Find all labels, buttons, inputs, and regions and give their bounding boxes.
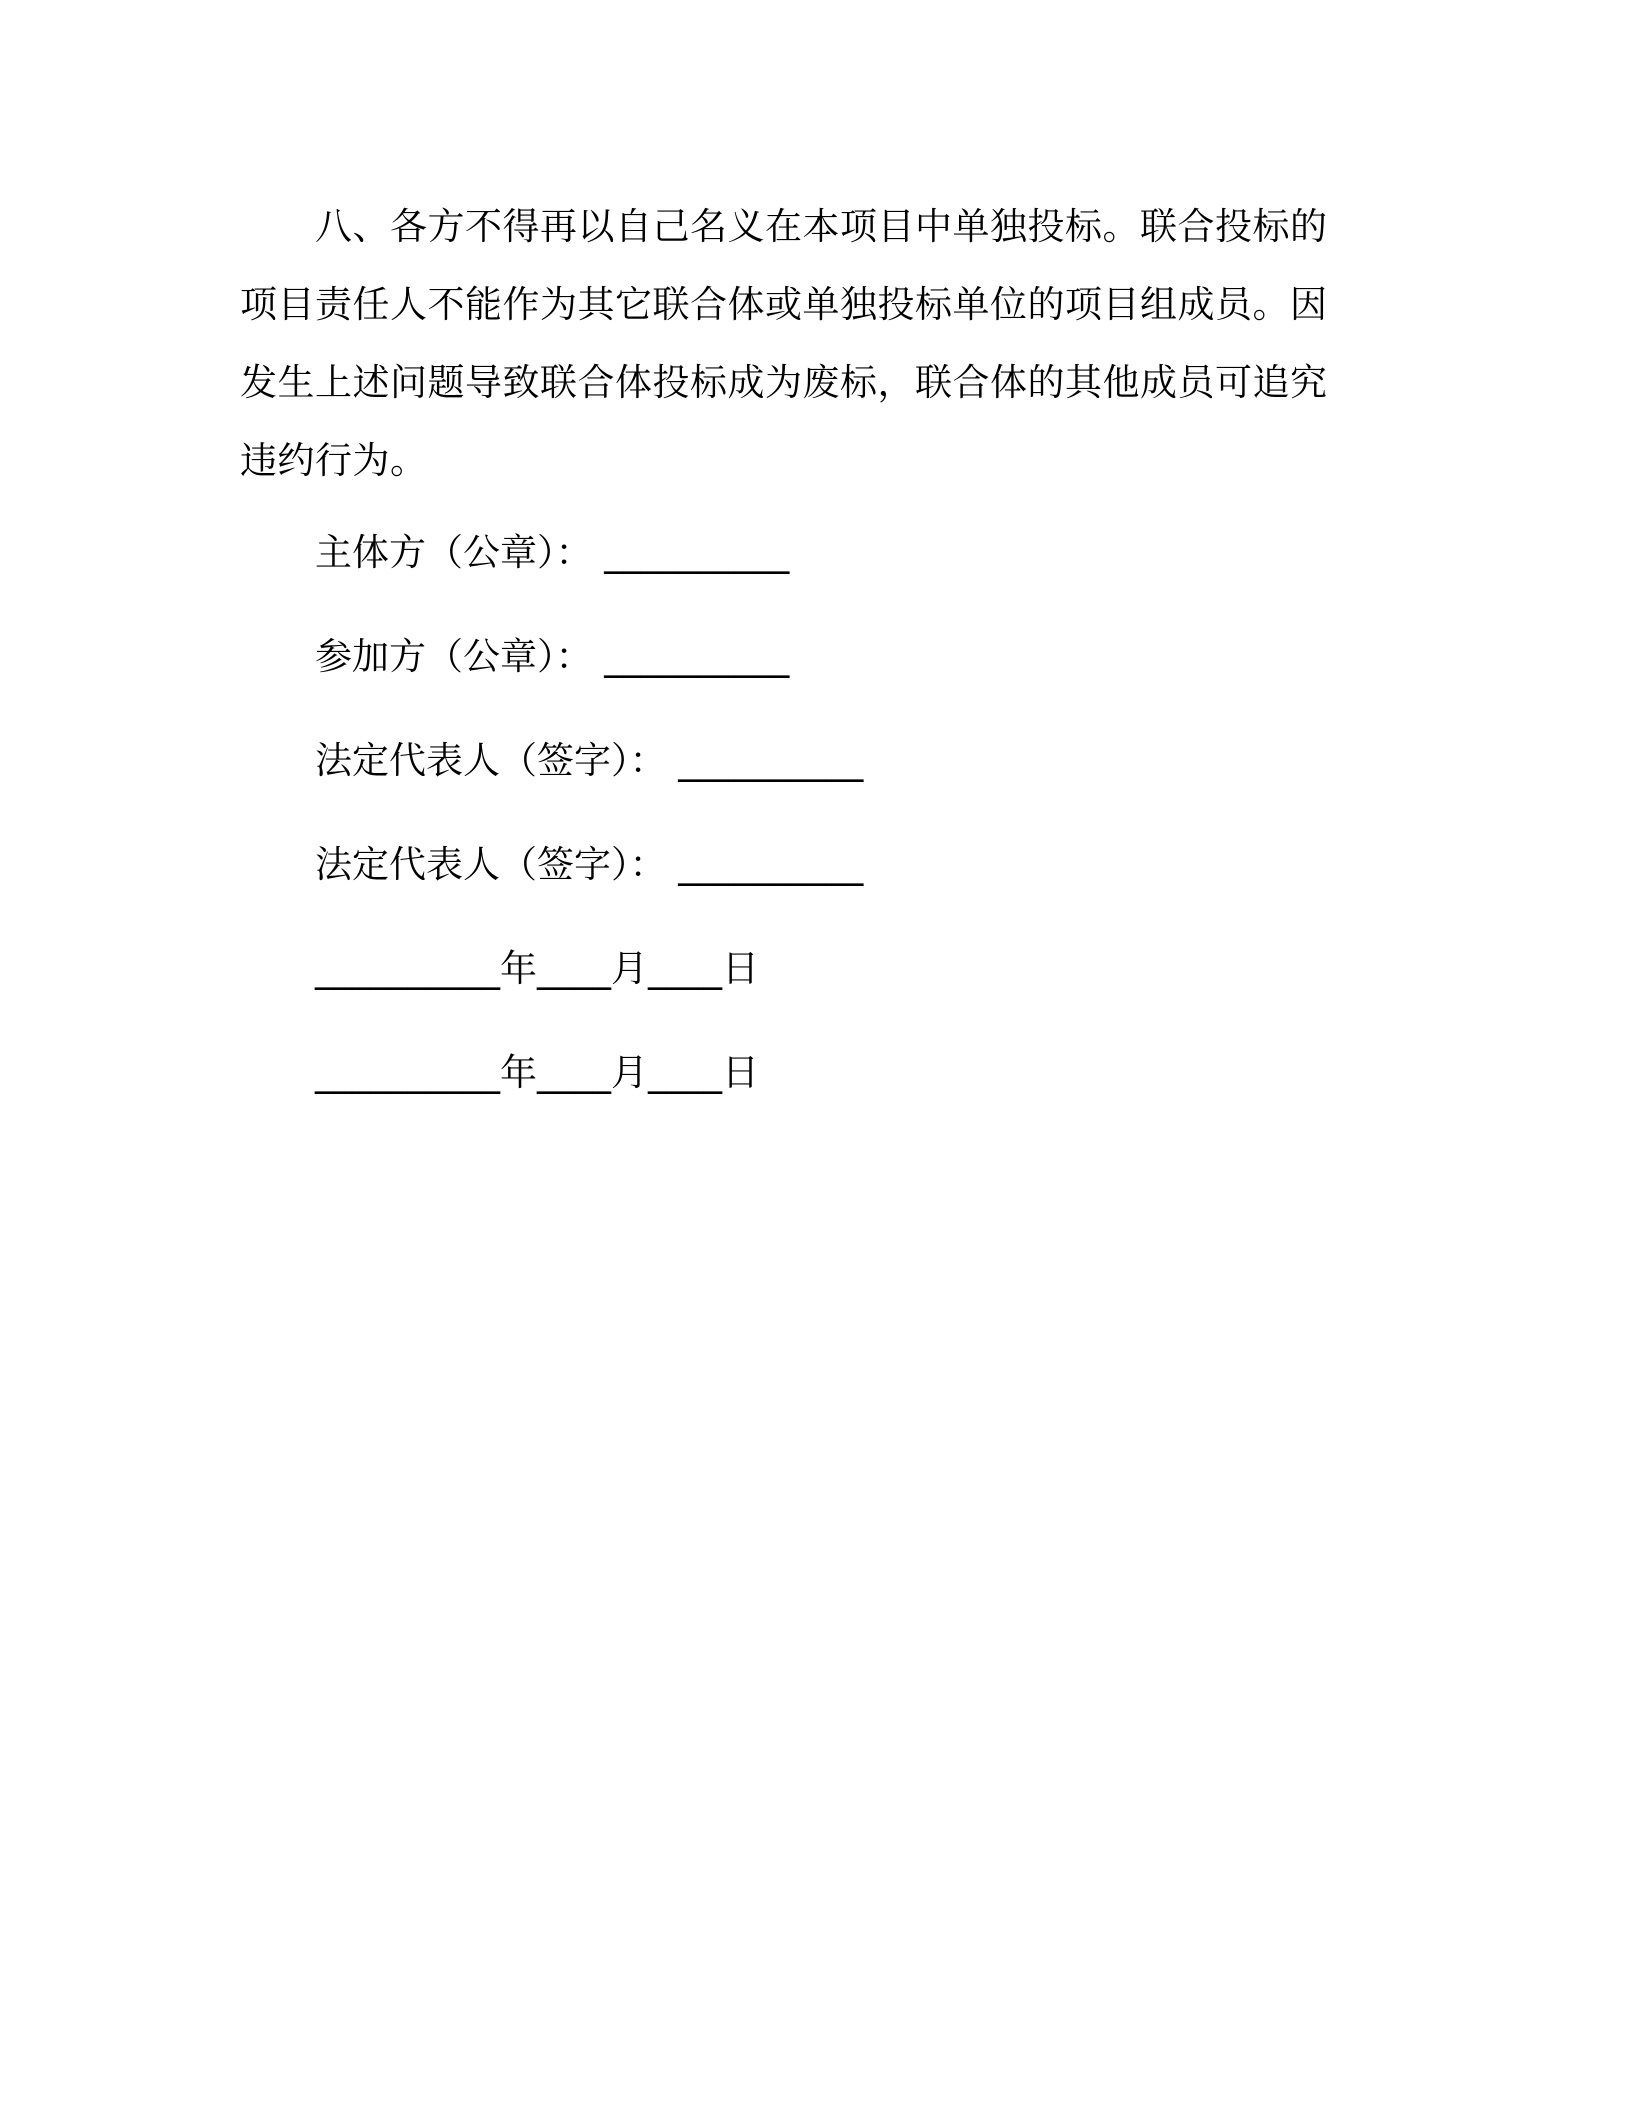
signature-blank: __________: [678, 843, 864, 886]
year-label: 年: [500, 1051, 537, 1094]
date-line: [315, 1048, 759, 1098]
signature-blank: __________: [604, 531, 790, 574]
signature-label: 参加方（公章）：: [315, 635, 593, 678]
day-label: 日: [722, 1051, 759, 1094]
day-blank: ____: [648, 1051, 722, 1094]
signature-label: 法定代表人（签字）：: [315, 739, 667, 782]
month-label: 月: [611, 947, 648, 990]
day-label: 日: [722, 947, 759, 990]
signature-label: 法定代表人（签字）：: [315, 843, 667, 886]
signature-blank: __________: [604, 635, 790, 678]
year-blank: __________: [315, 1051, 500, 1094]
month-blank: ____: [537, 947, 611, 990]
signature-line-participating-party: [315, 632, 789, 682]
clause-eight-paragraph: 八、各方不得再以自己名义在本项目中单独投标。联合投标的项目责任人不能作为其它联合体或单独投标单位的项目组成员。因发生上述问题导致联合体投标成为废标，联合体的其他成员可追究违约行为。: [240, 205, 1328, 482]
signature-label: 主体方（公章）：: [315, 531, 593, 574]
year-label: 年: [500, 947, 537, 990]
signature-line-legal-representative: [315, 736, 863, 786]
month-blank: ____: [537, 1051, 611, 1094]
signature-blank: __________: [678, 739, 864, 782]
signature-line-main-party: [315, 528, 789, 578]
date-line: [315, 944, 759, 994]
signature-line-legal-representative: [315, 840, 863, 890]
month-label: 月: [611, 1051, 648, 1094]
year-blank: __________: [315, 947, 500, 990]
day-blank: ____: [648, 947, 722, 990]
